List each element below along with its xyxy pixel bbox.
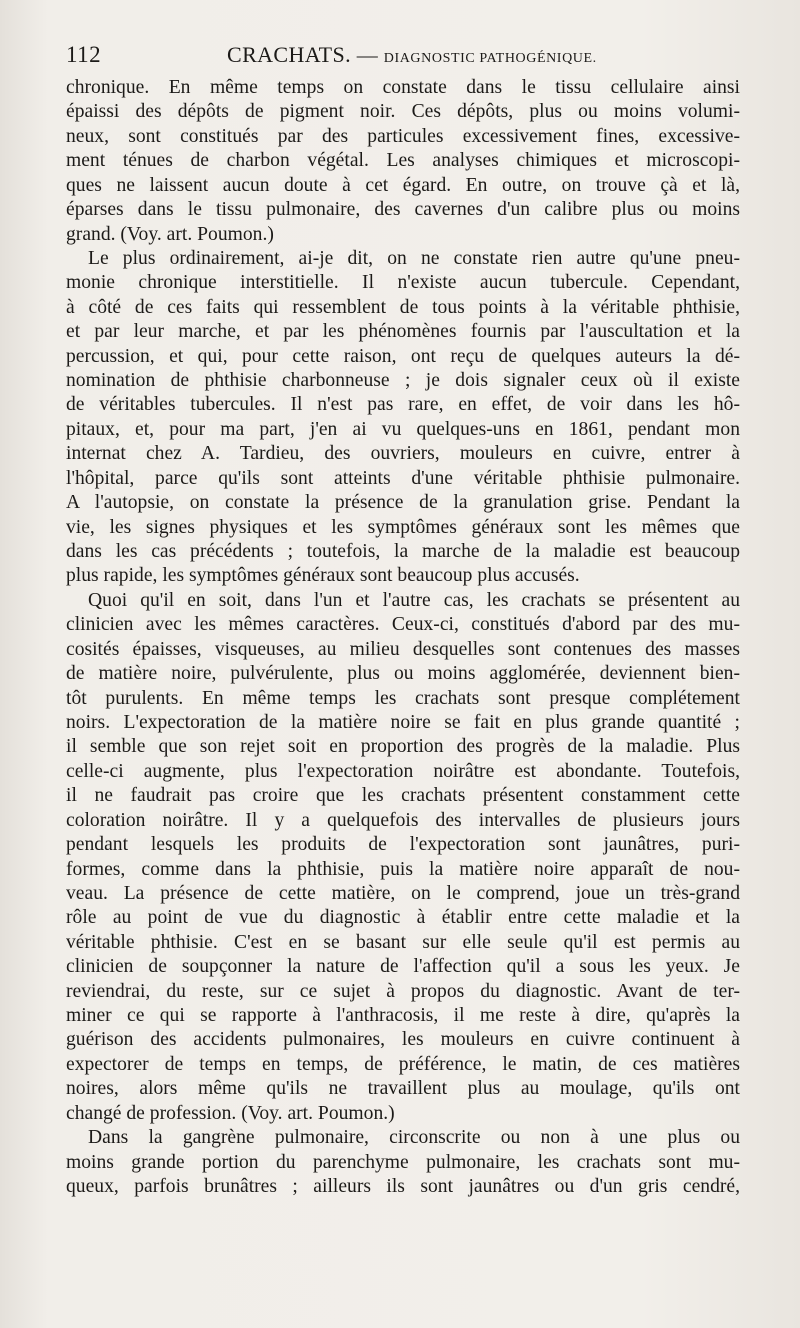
text-line: celle-ci augmente, plus l'expectoration noirâtre est abondante. Toutefois, (66, 760, 740, 782)
text-line: il ne faudrait pas croire que les crachats présentent constamment cette (66, 785, 740, 807)
text-line: monie chronique interstitielle. Il n'existe aucun tubercule. Cependant, (66, 272, 740, 294)
text-line: dans les cas précédents ; toutefois, la marche de la maladie est beaucoup (66, 541, 740, 563)
text-line: grand. (Voy. art. Poumon.) (66, 223, 274, 245)
text-line: Le plus ordinairement, ai-je dit, on ne constate rien autre qu'une pneu- (88, 247, 740, 269)
running-head-separator: — (356, 43, 379, 67)
text-line: clinicien avec les mêmes caractères. Ceux-ci, constitués d'abord par des mu- (66, 614, 740, 636)
text-line: expectorer de temps en temps, de préférence, le matin, de ces matières (66, 1053, 740, 1075)
text-line: formes, comme dans la phthisie, puis la matière noire apparaît de nou- (66, 858, 740, 880)
text-line: percussion, et qui, pour cette raison, ont reçu de quelques auteurs la dé- (66, 345, 740, 367)
text-line: chronique. En même temps on constate dans le tissu cellulaire ainsi (66, 77, 740, 98)
text-line: moins grande portion du parenchyme pulmonaire, les crachats sont mu- (66, 1151, 740, 1173)
text-line: véritable phthisie. C'est en se basant sur elle seule qu'il est permis au (66, 931, 740, 953)
text-line: tôt purulents. En même temps les crachats sont presque complétement (66, 687, 740, 709)
text-line: noires, alors même qu'ils ne travaillent plus au moulage, qu'ils ont (66, 1078, 740, 1100)
running-head (227, 42, 597, 68)
text-line: queux, parfois brunâtres ; ailleurs ils sont jaunâtres ou d'un gris cendré, (66, 1175, 740, 1197)
text-line: et par leur marche, et par les phénomènes fournis par l'auscultation et la (66, 321, 740, 343)
text-line: plus rapide, les symptômes généraux sont beaucoup plus accusés. (66, 565, 580, 587)
text-line: clinicien de soupçonner la nature de l'affection qu'il a sous les yeux. Je (66, 956, 740, 978)
text-line: neux, sont constitués par des particules excessivement fines, excessive- (66, 125, 740, 147)
text-line: pitaux, et, pour ma part, j'en ai vu quelques-uns en 1861, pendant mon (66, 418, 740, 440)
running-head-subtitle: DIAGNOSTIC PATHOGÉNIQUE. (383, 51, 597, 66)
text-line: ques ne laissent aucun doute à cet égard. En outre, on trouve çà et là, (66, 174, 740, 196)
text-line: noirs. L'expectoration de la matière noire se fait en plus grande quantité ; (66, 711, 740, 733)
text-line: veau. La présence de cette matière, on le comprend, joue un très-grand (66, 882, 740, 904)
text-line: épaissi des dépôts de pigment noir. Ces dépôts, plus ou moins volumi- (66, 101, 740, 123)
text-line: de matière noire, pulvérulente, plus ou moins agglomérée, deviennent bien- (66, 663, 740, 685)
text-line: il semble que son rejet soit en proportion des progrès de la maladie. Plus (66, 736, 740, 758)
text-line: l'hôpital, parce qu'ils sont atteints d'une véritable phthisie pulmonaire. (66, 467, 740, 489)
text-line: Dans la gangrène pulmonaire, circonscrite ou non à une plus ou (88, 1127, 740, 1149)
text-line: vie, les signes physiques et les symptômes généraux sont les mêmes que (66, 516, 740, 538)
running-head-title: CRACHATS. (227, 42, 352, 67)
text-line: à côté de ces faits qui ressemblent de tous points à la véritable phthisie, (66, 296, 740, 318)
text-line: cosités épaisses, visqueuses, au milieu desquelles sont contenues des masses (66, 638, 740, 660)
text-line: éparses dans le tissu pulmonaire, des cavernes d'un calibre plus ou moins (66, 199, 740, 221)
text-line: nomination de phthisie charbonneuse ; je dois signaler ceux où il existe (66, 370, 740, 392)
text-line: reviendrai, du reste, sur ce sujet à propos du diagnostic. Avant de ter- (66, 980, 740, 1002)
page-number: 112 (66, 42, 102, 67)
text-line: internat chez A. Tardieu, des ouvriers, mouleurs en cuivre, entrer à (66, 443, 740, 465)
text-line: rôle au point de vue du diagnostic à établir entre cette maladie et la (66, 907, 740, 929)
text-line: coloration noirâtre. Il y a quelquefois des intervalles de plusieurs jours (66, 809, 740, 831)
text-line: pendant lesquels les produits de l'expectoration sont jaunâtres, puri- (66, 834, 740, 856)
body-text (66, 76, 740, 1199)
text-line: miner ce qui se rapporte à l'anthracosis, il me reste à dire, qu'après la (66, 1005, 740, 1027)
text-line: de véritables tubercules. Il n'est pas rare, en effet, de voir dans les hô- (66, 394, 740, 416)
text-line: ment ténues de charbon végétal. Les analyses chimiques et microscopi- (66, 150, 740, 172)
text-line: A l'autopsie, on constate la présence de la granulation grise. Pendant la (66, 492, 740, 514)
text-line: Quoi qu'il en soit, dans l'un et l'autre cas, les crachats se présentent au (88, 589, 740, 611)
text-line: guérison des accidents pulmonaires, les mouleurs en cuivre continuent à (66, 1029, 740, 1051)
text-line: changé de profession. (Voy. art. Poumon.) (66, 1102, 395, 1124)
page-header (66, 42, 782, 72)
